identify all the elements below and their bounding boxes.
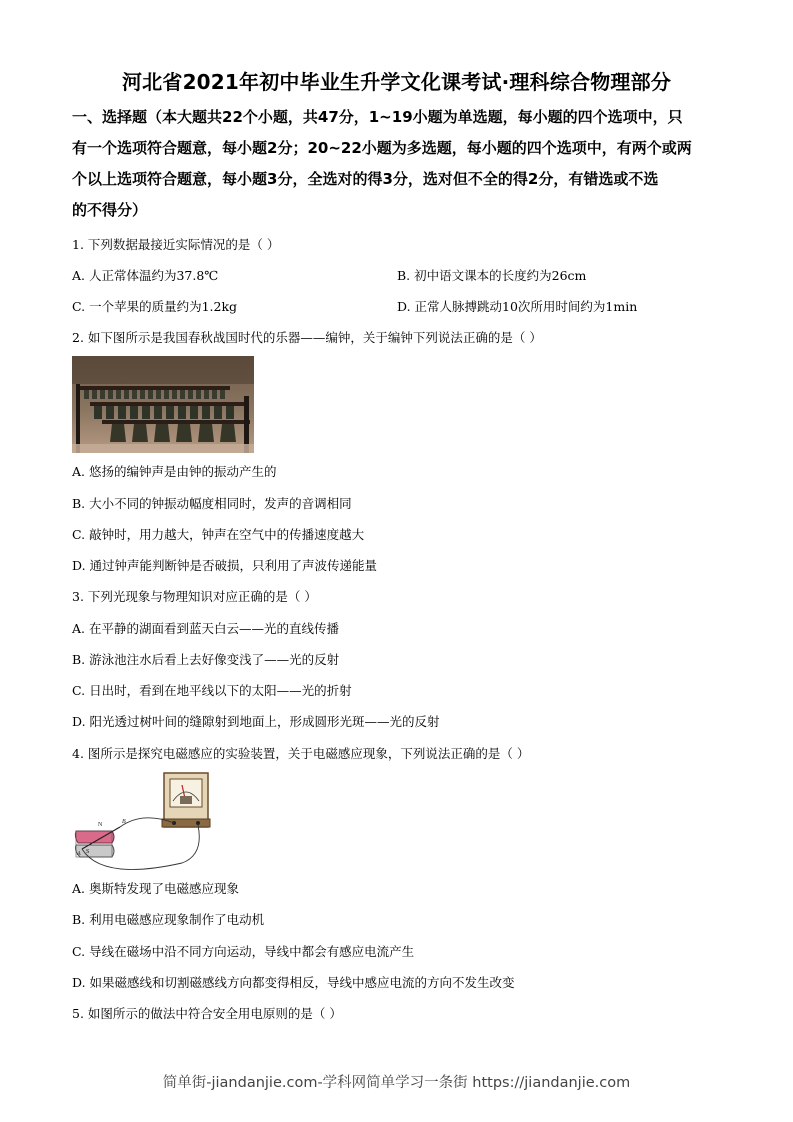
question-3-option-b: B. 游泳池注水后看上去好像变浅了——光的反射: [72, 652, 340, 667]
question-2-option-d: D. 通过钟声能判断钟是否破损，只利用了声波传递能量: [72, 558, 378, 573]
section-header-line-1: 一、选择题（本大题共22个小题，共47分，1~19小题为单选题，每小题的四个选项中，只: [72, 108, 683, 126]
magnet-label-n: N: [98, 822, 103, 828]
question-1-option-d: D. 正常人脉搏跳动10次所用时间约为1min: [397, 299, 638, 314]
question-2-option-b: B. 大小不同的钟振动幅度相同时，发声的音调相同: [72, 496, 352, 511]
question-1-option-c: C. 一个苹果的质量约为1.2kg: [72, 299, 238, 314]
question-2-option-a: A. 悠扬的编钟声是由钟的振动产生的: [72, 464, 277, 479]
section-header-line-4: 的不得分）: [72, 201, 148, 219]
question-1-option-b: B. 初中语文课本的长度约为26cm: [397, 268, 587, 283]
section-header-line-3: 个以上选项符合题意，每小题3分，全选对的得3分，选对但不全的得2分，有错选或不选: [72, 170, 659, 188]
question-4-option-c: C. 导线在磁场中沿不同方向运动，导线中都会有感应电流产生: [72, 944, 415, 959]
electromagnetic-induction-figure: [72, 771, 212, 875]
question-4-option-d: D. 如果磁感线和切割磁感线方向都变得相反，导线中感应电流的方向不发生改变: [72, 975, 515, 990]
question-3-option-d: D. 阳光透过树叶间的缝隙射到地面上，形成圆形光斑——光的反射: [72, 714, 440, 729]
bianzhong-photo: [72, 356, 254, 453]
wire-label-a: A: [77, 851, 81, 857]
question-5-stem: 5. 如图所示的做法中符合安全用电原则的是（ ）: [72, 1006, 342, 1021]
question-4-option-b: B. 利用电磁感应现象制作了电动机: [72, 912, 265, 927]
footer-watermark: 简单街-jiandanjie.com-学科网简单学习一条街 https://jiandanjie.com: [162, 1075, 631, 1091]
question-1-stem: 1. 下列数据最接近实际情况的是（ ）: [72, 237, 280, 252]
question-1-option-a: A. 人正常体温约为37.8℃: [72, 268, 219, 283]
question-2-stem: 2. 如下图所示是我国春秋战国时代的乐器——编钟，关于编钟下列说法正确的是（ ）: [72, 330, 542, 345]
question-2-option-c: C. 敲钟时，用力越大，钟声在空气中的传播速度越大: [72, 527, 365, 542]
section-header-line-2: 有一个选项符合题意，每小题2分；20~22小题为多选题，每小题的四个选项中，有两个或两: [72, 139, 692, 157]
question-4-option-a: A. 奥斯特发现了电磁感应现象: [72, 881, 239, 896]
question-3-option-c: C. 日出时，看到在地平线以下的太阳——光的折射: [72, 683, 352, 698]
wire-label-b: B: [122, 819, 126, 825]
question-4-stem: 4. 图所示是探究电磁感应的实验装置，关于电磁感应现象，下列说法正确的是（ ）: [72, 746, 530, 761]
question-3-stem: 3. 下列光现象与物理知识对应正确的是（ ）: [72, 589, 317, 604]
magnet-label-s: S: [86, 849, 90, 855]
question-3-option-a: A. 在平静的湖面看到蓝天白云——光的直线传播: [72, 621, 339, 636]
page-title: 河北省2021年初中毕业生升学文化课考试·理科综合物理部分: [121, 70, 672, 94]
